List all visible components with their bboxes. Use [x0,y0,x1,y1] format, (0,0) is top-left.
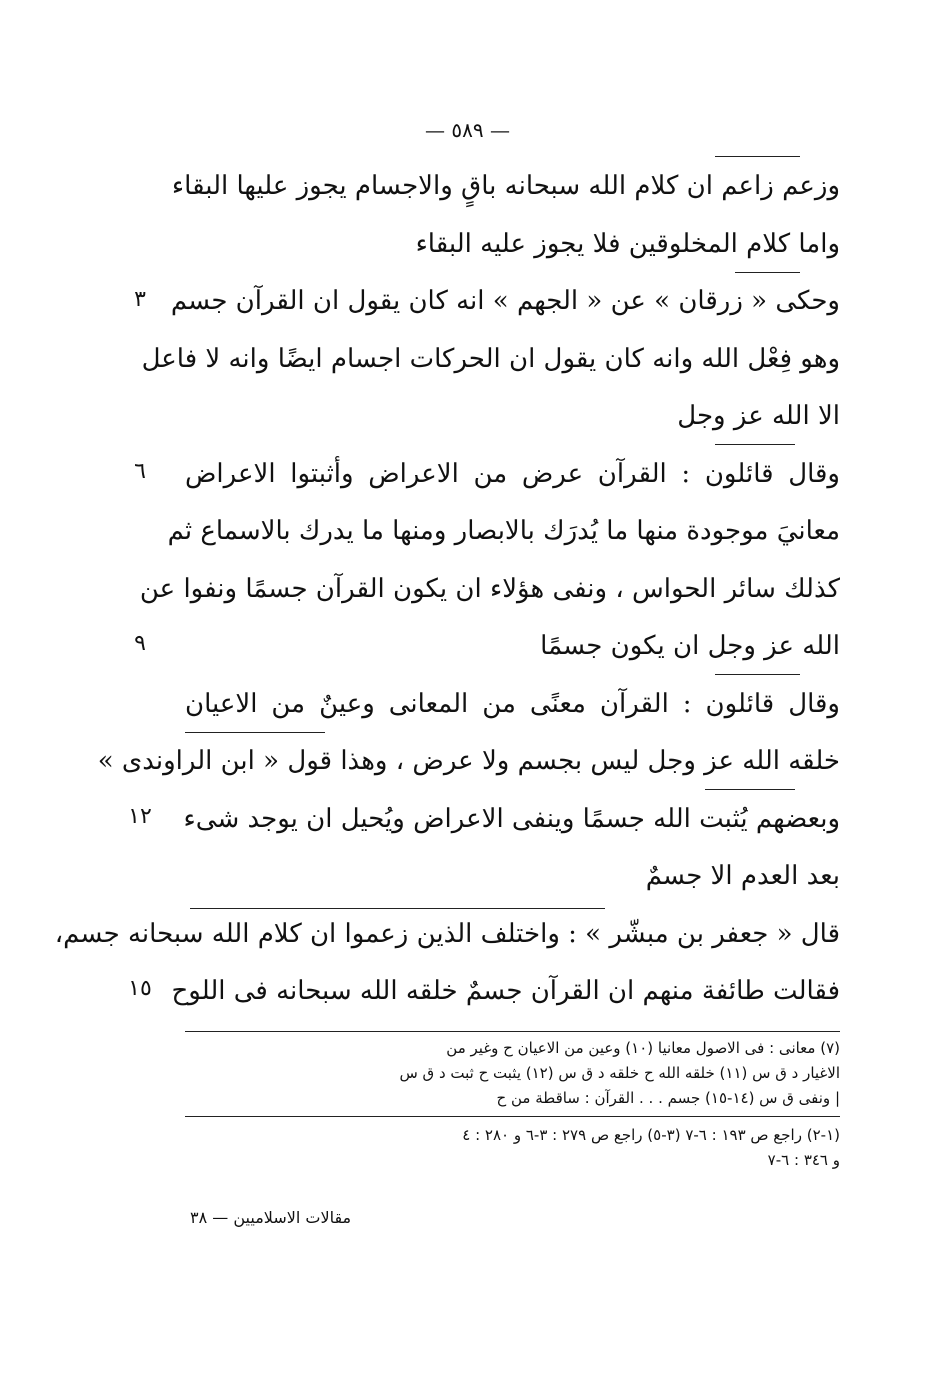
text-line: وبعضهم يُثبت الله جسمًا وينفى الاعراض ويُحيل ان يوجد شىء [183,803,840,834]
text-line: وقال قائلون : القرآن معنًى من المعانى وعينٌ من الاعيان [185,688,840,719]
text-line: وهو فِعْل الله وانه كان يقول ان الحركات اجسام ايضًا وانه لا فاعل [141,343,840,374]
text-line: وقال قائلون : القرآن عرض من الاعراض وأثبتوا الاعراض [185,458,840,489]
text-line: معانيَ موجودة منها ما يُدرَك بالابصار ومنها ما يدرك بالاسماع ثم [167,516,840,546]
footnote-line: الاغيار د ق س (١١) خلقه الله ح خلقه د ق س (١٢) يثبت ح ثبت د ق س [399,1064,840,1082]
reference-line: (١-٢) راجع ص ١٩٣ : ٦-٧ (٣-٥) راجع ص ٢٧٩ : ٣-٦ و ٢٨٠ : ٤ [462,1126,840,1144]
line-number: ٦ [134,459,146,484]
text-line: بعد العدم الا جسمٌ [645,861,840,891]
text-line: الا الله عز وجل [677,401,840,431]
text-line: خلقه الله عز وجل ليس بجسم ولا عرض ، وهذا قول « ابن الراوندى » [97,746,840,776]
signature: مقالات الاسلاميين — ٣٨ [190,1208,352,1227]
footnote-line: (٧) معانى : فى الاصول معانيا (١٠) وعين من الاعيان ح وغير من [446,1039,840,1057]
line-number: ١٢ [128,804,152,829]
reference-line: و ٣٤٦ : ٦-٧ [767,1151,840,1169]
text-line: وحكى « زرقان » عن « الجهم » انه كان يقول ان القرآن جسم [170,286,840,316]
text-line: الله عز وجل ان يكون جسمًا [540,631,840,661]
text-line: قال « جعفر بن مبشّر » : واختلف الذين زعموا ان كلام الله سبحانه جسم، [54,918,840,949]
text-line: وزعم زاعم ان كلام الله سبحانه باقٍ والاجسام يجوز عليها البقاء [171,171,840,201]
text-line: فقالت طائفة منهم ان القرآن جسمٌ خلقه الله سبحانه فى اللوح [171,976,840,1006]
footnote-divider [185,1031,840,1032]
line-number: ٩ [134,631,146,656]
rule-top [715,156,800,157]
line-number: ٣ [134,287,146,312]
line-number: ١٥ [128,976,152,1001]
footnotes [185,1036,840,1173]
page-number: — ٥٨٩ — [425,118,510,142]
text-line: كذلك سائر الحواس ، ونفى هؤلاء ان يكون القرآن جسمًا ونفوا عن [139,573,840,604]
references-divider [185,1116,840,1117]
text-line: واما كلام المخلوقين فلا يجوز عليه البقاء [415,228,840,259]
footnote-line: | ونفى ق س (١٤-١٥) جسم . . . القرآن : ساقطة من ح [496,1089,840,1107]
